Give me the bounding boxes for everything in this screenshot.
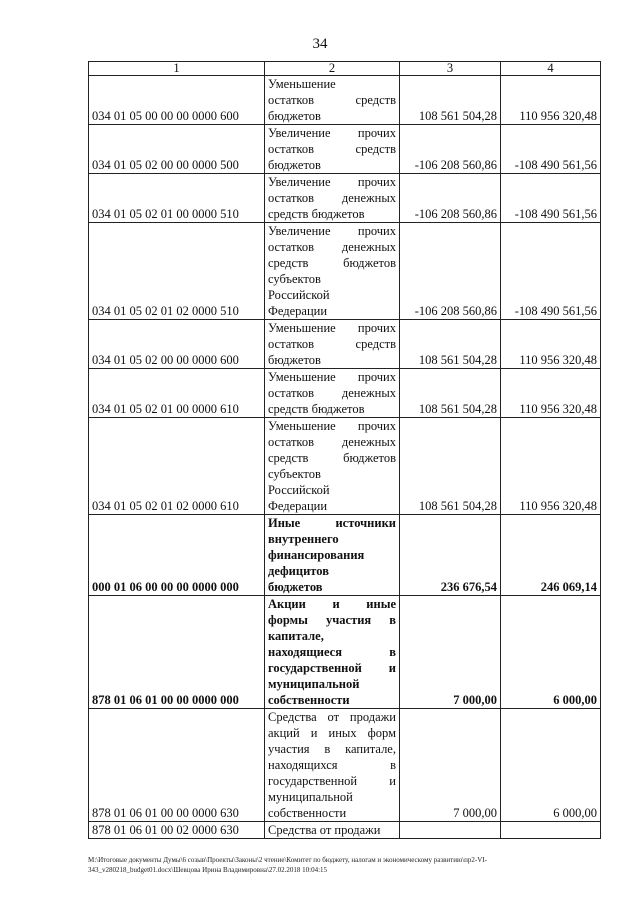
source-name-line: остатков денежных bbox=[268, 435, 396, 449]
amount-col3-cell: 7 000,00 bbox=[400, 596, 501, 709]
amount-col4-cell: 6 000,00 bbox=[501, 596, 601, 709]
table-body bbox=[89, 76, 601, 839]
source-name-cell bbox=[265, 223, 400, 320]
amount-col4-cell: 246 069,14 bbox=[501, 515, 601, 596]
source-name-line: средств бюджетов bbox=[268, 256, 396, 270]
source-name-cell bbox=[265, 174, 400, 223]
table-row bbox=[89, 822, 601, 839]
source-name-line: капитале, bbox=[268, 629, 324, 643]
source-name-line: находящиеся в bbox=[268, 645, 396, 659]
source-name-line: Уменьшение прочих bbox=[268, 419, 396, 433]
table-row bbox=[89, 174, 601, 223]
amount-col3-cell: -106 208 560,86 bbox=[400, 125, 501, 174]
table-row bbox=[89, 515, 601, 596]
amount-col4-cell bbox=[501, 822, 601, 839]
source-name-cell bbox=[265, 418, 400, 515]
amount-col3-cell: 108 561 504,28 bbox=[400, 320, 501, 369]
amount-col3-cell: -106 208 560,86 bbox=[400, 174, 501, 223]
source-name-line: Федерации bbox=[268, 304, 328, 318]
source-name-line: формы участия в bbox=[268, 613, 396, 627]
source-name-line: дефицитов bbox=[268, 564, 329, 578]
amount-col4-cell: 110 956 320,48 bbox=[501, 369, 601, 418]
budget-code-cell: 034 01 05 02 01 02 0000 610 bbox=[89, 418, 265, 515]
page-number: 34 bbox=[312, 36, 328, 52]
amount-col3-cell: 108 561 504,28 bbox=[400, 76, 501, 125]
budget-code-cell: 034 01 05 02 01 02 0000 510 bbox=[89, 223, 265, 320]
source-name-line: Федерации bbox=[268, 499, 328, 513]
table-row bbox=[89, 223, 601, 320]
amount-col3-cell: 236 676,54 bbox=[400, 515, 501, 596]
amount-col4-cell: -108 490 561,56 bbox=[501, 125, 601, 174]
source-name-line: внутреннего bbox=[268, 532, 339, 546]
budget-code-cell: 878 01 06 01 00 02 0000 630 bbox=[89, 822, 265, 839]
source-name-line: остатков денежных bbox=[268, 386, 396, 400]
source-name-line: Уменьшение прочих bbox=[268, 370, 396, 384]
source-name-cell bbox=[265, 369, 400, 418]
source-name-line: остатков денежных bbox=[268, 240, 396, 254]
budget-code-cell: 000 01 06 00 00 00 0000 000 bbox=[89, 515, 265, 596]
source-name-line: Иные источники bbox=[268, 516, 396, 530]
table-row bbox=[89, 76, 601, 125]
amount-col3-cell: -106 208 560,86 bbox=[400, 223, 501, 320]
table-row bbox=[89, 125, 601, 174]
amount-col3-cell: 108 561 504,28 bbox=[400, 369, 501, 418]
source-name-line: субъектов bbox=[268, 272, 321, 286]
table-header-row bbox=[89, 62, 601, 76]
source-name-cell bbox=[265, 320, 400, 369]
budget-code-cell: 034 01 05 02 01 00 0000 510 bbox=[89, 174, 265, 223]
source-name-line: Увеличение прочих bbox=[268, 175, 396, 189]
source-name-line: Увеличение прочих bbox=[268, 224, 396, 238]
source-name-line: остатков денежных bbox=[268, 191, 396, 205]
column-header-3: 3 bbox=[400, 62, 501, 76]
source-name-line: средств бюджетов bbox=[268, 207, 365, 221]
budget-code-cell: 878 01 06 01 00 00 0000 630 bbox=[89, 709, 265, 822]
source-name-line: Уменьшение прочих bbox=[268, 321, 396, 335]
source-name-line: Уменьшение bbox=[268, 77, 336, 91]
source-name-line: Увеличение прочих bbox=[268, 126, 396, 140]
source-name-line: остатков средств bbox=[268, 142, 396, 156]
source-name-cell bbox=[265, 709, 400, 822]
source-name-cell bbox=[265, 76, 400, 125]
source-name-line: муниципальной bbox=[268, 677, 360, 691]
budget-code-cell: 034 01 05 00 00 00 0000 600 bbox=[89, 76, 265, 125]
source-name-line: Акции и иные bbox=[268, 597, 396, 611]
source-name-line: участия в капитале, bbox=[268, 742, 396, 756]
table-row bbox=[89, 320, 601, 369]
amount-col4-cell: 6 000,00 bbox=[501, 709, 601, 822]
budget-code-cell: 878 01 06 01 00 00 0000 000 bbox=[89, 596, 265, 709]
source-name-cell bbox=[265, 125, 400, 174]
source-name-cell bbox=[265, 596, 400, 709]
source-name-line: остатков средств bbox=[268, 337, 396, 351]
source-name-line: средств бюджетов bbox=[268, 402, 365, 416]
source-name-line: финансирования bbox=[268, 548, 365, 562]
table-row bbox=[89, 709, 601, 822]
source-name-line: средств бюджетов bbox=[268, 451, 396, 465]
column-header-1: 1 bbox=[89, 62, 265, 76]
amount-col3-cell bbox=[400, 822, 501, 839]
source-name-line: муниципальной bbox=[268, 790, 353, 804]
budget-table bbox=[88, 61, 601, 839]
table-row bbox=[89, 418, 601, 515]
amount-col4-cell: -108 490 561,56 bbox=[501, 223, 601, 320]
source-name-line: находящихся в bbox=[268, 758, 396, 772]
source-name-line: собственности bbox=[268, 806, 347, 820]
source-name-line: бюджетов bbox=[268, 580, 323, 594]
amount-col4-cell: -108 490 561,56 bbox=[501, 174, 601, 223]
amount-col4-cell: 110 956 320,48 bbox=[501, 320, 601, 369]
table-row bbox=[89, 596, 601, 709]
footer-path-line-2: 343_v280218_budget01.docx\Шевцова Ирина Владимировна\27.02.2018 10:04:15 bbox=[88, 866, 328, 874]
source-name-line: государственной и bbox=[268, 774, 396, 788]
amount-col4-cell: 110 956 320,48 bbox=[501, 76, 601, 125]
footer-path-line-1: M:\Итоговые документы Думы\6 созыв\Проекты\Законы\2 чтение\Комитет по бюджету, налогам и экономическому развитию\пр2-VI- bbox=[88, 856, 487, 864]
amount-col4-cell: 110 956 320,48 bbox=[501, 418, 601, 515]
amount-col3-cell: 7 000,00 bbox=[400, 709, 501, 822]
source-name-line: бюджетов bbox=[268, 353, 321, 367]
source-name-line: Средства от продажи bbox=[268, 823, 381, 837]
source-name-line: Российской bbox=[268, 483, 330, 497]
source-name-line: субъектов bbox=[268, 467, 321, 481]
source-name-line: акций и иных форм bbox=[268, 726, 396, 740]
source-name-line: собственности bbox=[268, 693, 350, 707]
source-name-line: Средства от продажи bbox=[268, 710, 396, 724]
column-header-2: 2 bbox=[265, 62, 400, 76]
budget-code-cell: 034 01 05 02 00 00 0000 500 bbox=[89, 125, 265, 174]
source-name-line: Российской bbox=[268, 288, 330, 302]
source-name-line: бюджетов bbox=[268, 109, 321, 123]
amount-col3-cell: 108 561 504,28 bbox=[400, 418, 501, 515]
column-header-4: 4 bbox=[501, 62, 601, 76]
table-row bbox=[89, 369, 601, 418]
budget-code-cell: 034 01 05 02 00 00 0000 600 bbox=[89, 320, 265, 369]
budget-code-cell: 034 01 05 02 01 00 0000 610 bbox=[89, 369, 265, 418]
source-name-cell bbox=[265, 822, 400, 839]
source-name-line: остатков средств bbox=[268, 93, 396, 107]
source-name-cell bbox=[265, 515, 400, 596]
source-name-line: государственной и bbox=[268, 661, 396, 675]
source-name-line: бюджетов bbox=[268, 158, 321, 172]
document-footer bbox=[88, 855, 616, 875]
